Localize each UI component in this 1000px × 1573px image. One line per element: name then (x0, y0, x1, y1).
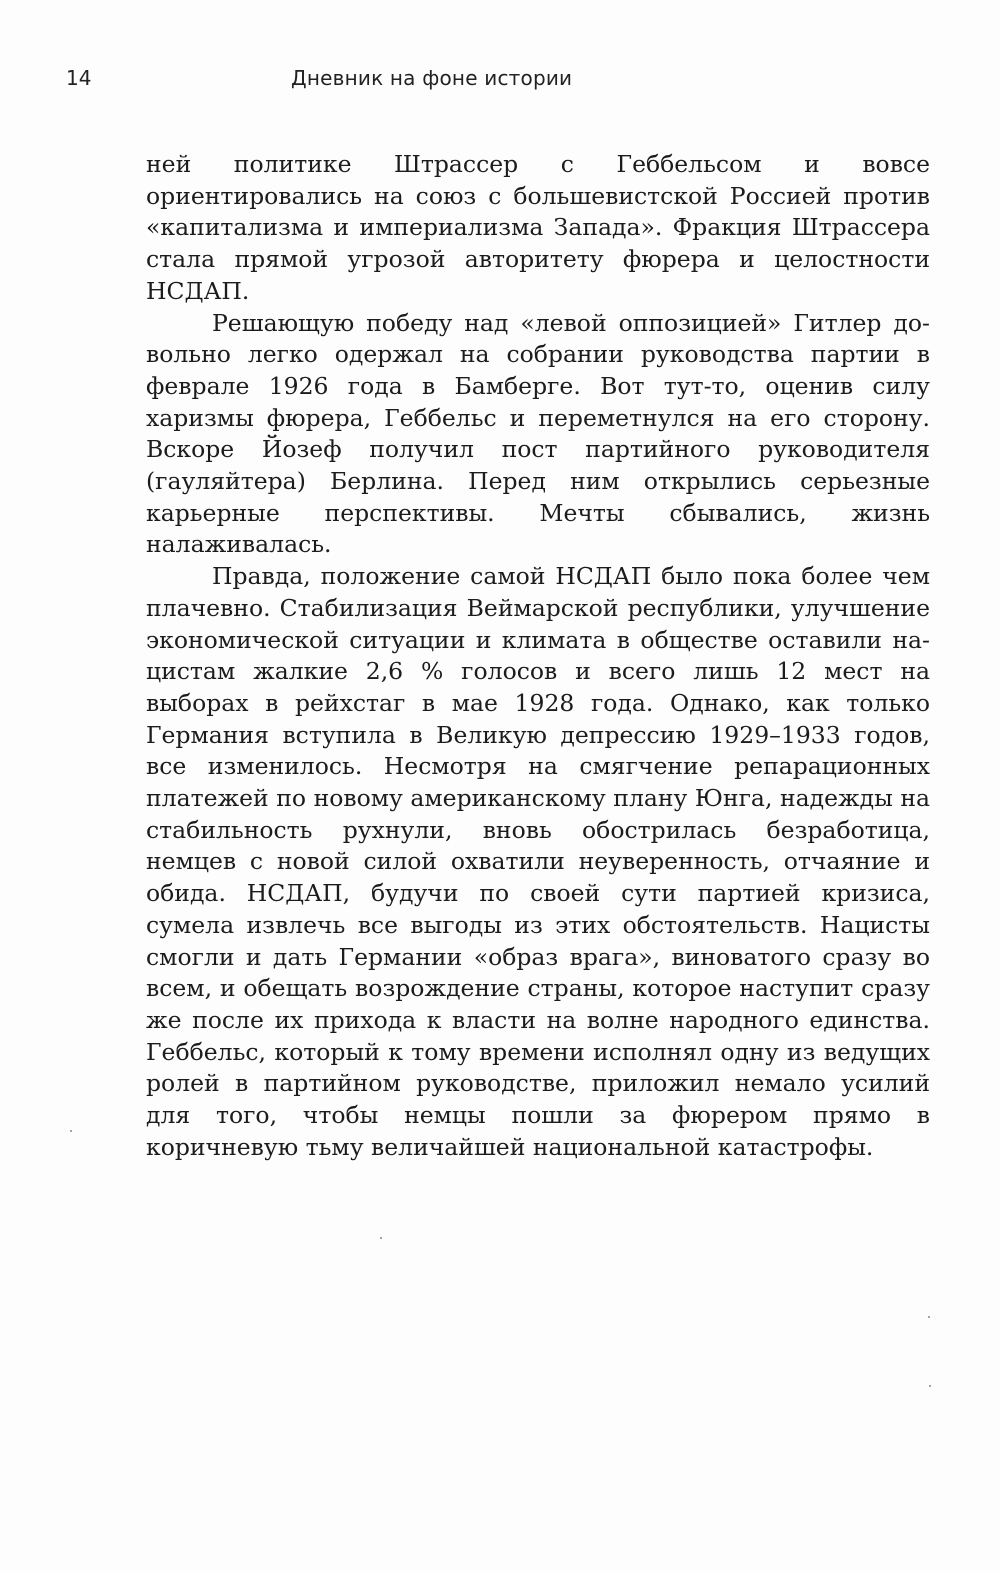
scan-speck (928, 1316, 930, 1318)
running-title: Дневник на фоне истории (291, 66, 573, 90)
scan-speck (70, 1130, 72, 1132)
paragraph-3: Правда, положение самой НСДАП было пока более чем плачевно. Стабилизация Веймарской республики, улучшение экономической ситуации и климата в обществе оставили нацистам жалкие 2,6 % голосов и всего лишь 12 мест на выборах в рейхстаг в мае 1928 года. Однако, как только Германия вступила в Великую депрессию 1929–1933 годов, все изменилось. Несмотря на смягчение репарационных платежей по новому американскому плану Юнга, надежды на стабильность рухнули, вновь обострилась безработица, немцев с новой силой охватили неуверенность, отчаяние и обида. НСДАП, будучи по своей сути партией кризиса, сумела извлечь все выгоды из этих обстоятельств. Нацисты смогли и дать Германии «образ врага», виноватого сразу во всем, и обещать возрождение страны, которое наступит сразу же после их прихода к власти на волне народного единства. Геббельс, который к тому времени исполнял одну из ведущих ролей в партийном руководстве, приложил немало усилий для того, чтобы немцы пошли за фюрером прямо в коричневую тьму величайшей национальной катастрофы. (146, 562, 930, 1161)
page-number: 14 (66, 66, 92, 90)
paragraph-1: ней политике Штрассер с Геббельсом и вовсе ориентировались на союз с большевистской Россией против «капитализма и империализма Запада». Фракция Штрассера стала прямой угрозой авторитету фюрера и целостности НСДАП. (146, 150, 930, 305)
page-header (66, 66, 936, 96)
body-text (146, 149, 930, 1164)
paragraph-2: Решающую победу над «левой оппозицией» Гитлер довольно легко одержал на собрании руководства партии в феврале 1926 года в Бамберге. Вот тут-то, оценив силу харизмы фюрера, Геббельс и переметнулся на его сторону. Вскоре Йозеф получил пост партийного руководителя (гауляйтера) Берлина. Перед ним открылись серьезные карьерные перспективы. Мечты сбывались, жизнь налаживалась. (146, 308, 930, 559)
scan-speck (380, 1237, 382, 1239)
scan-speck (929, 1385, 931, 1387)
